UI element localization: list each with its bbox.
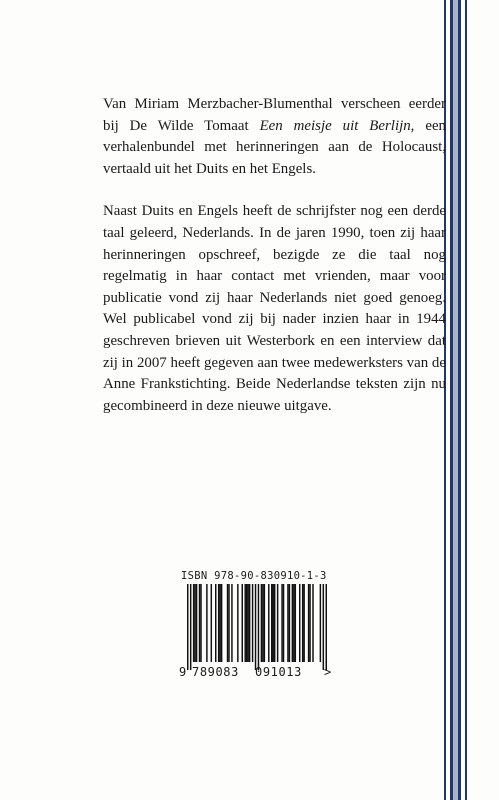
decorative-edge-stripes — [439, 0, 499, 800]
isbn-barcode — [181, 570, 334, 688]
barcode-bar — [194, 584, 195, 662]
barcode-digits-right: 091013 — [255, 665, 302, 679]
barcode-bar — [277, 584, 278, 662]
barcode-digits-left: 789083 — [192, 665, 239, 679]
barcode-arrow: > — [324, 665, 332, 679]
barcode-bar — [281, 584, 282, 662]
back-cover-text — [103, 94, 446, 438]
barcode-bar — [206, 584, 207, 662]
barcode-bar — [231, 584, 232, 662]
paragraph-previous-publication: Van Miriam Merzbacher-Blumenthal verscheen eerder bij De Wilde Tomaat Een meisje uit Berlijn, een verhalenbundel met herinneringen aan de Holocaust, vertaald uit het Duits en het Engels. — [103, 96, 447, 177]
barcode-bar — [258, 584, 259, 670]
barcode-bar — [312, 584, 313, 662]
barcode-bar — [283, 584, 284, 662]
barcode-bar — [302, 584, 303, 662]
isbn-label: ISBN 978-90-830910-1-3 — [181, 570, 327, 582]
barcode-bar — [293, 584, 294, 662]
barcode-bar — [246, 584, 247, 662]
barcode-bar — [323, 584, 324, 670]
barcode-bar — [287, 584, 288, 662]
barcode-bar — [271, 584, 272, 662]
barcode-bar — [320, 584, 321, 662]
barcode-bar — [262, 584, 263, 662]
barcode-bar — [252, 584, 253, 662]
barcode-bar — [308, 584, 309, 662]
barcode-bar — [242, 584, 243, 662]
barcode-bar — [268, 584, 269, 662]
paragraph-description: Naast Duits en Engels heeft de schrijfster nog een derde taal geleerd, Nederlands. In de jaren 1990, toen zij haar herinneringen opschreef, bezigde ze die taal nog regelmatig in haar contact met vrienden, maar voor publicatie vond zij haar Nederlands niet goed genoeg. Wel publicabel vond zij bij nader inzien haar in 1944 geschreven brieven uit Westerbork en een interview dat zij in 2007 heeft gegeven aan twee medewerksters van de Anne Frankstichting. Beide Nederlandse teksten zijn nu gecombineerd in deze nieuwe uitgave. — [103, 203, 446, 414]
barcode-bar — [303, 584, 304, 662]
barcode-digit-first: 9 — [179, 665, 187, 679]
barcode-bar — [221, 584, 222, 662]
barcode-bar — [247, 584, 248, 662]
barcode-bar — [215, 584, 216, 662]
barcode-bar — [255, 584, 256, 670]
barcode-bar — [211, 584, 212, 662]
barcode-bar — [289, 584, 290, 662]
barcode-bar — [272, 584, 273, 662]
barcode-bar — [200, 584, 201, 662]
barcode-bar — [199, 584, 200, 662]
barcode-bar — [326, 584, 327, 670]
barcode-bar — [264, 584, 265, 662]
barcode-bar — [193, 584, 194, 662]
barcode-bar — [218, 584, 219, 662]
barcode-bar — [309, 584, 310, 662]
barcode-bar — [295, 584, 296, 662]
barcode-bar — [274, 584, 275, 662]
barcode-bar — [249, 584, 250, 662]
barcode-bar — [187, 584, 188, 670]
barcode-bar — [237, 584, 238, 662]
barcode-bar — [196, 584, 197, 662]
barcode-bar — [228, 584, 229, 662]
book-title-italic: Een meisje uit Berlijn — [259, 117, 411, 134]
barcode-bar — [219, 584, 220, 662]
barcode-bar — [244, 584, 245, 662]
barcode-bar — [261, 584, 262, 662]
barcode-bar — [227, 584, 228, 662]
barcode-bar — [190, 584, 191, 670]
barcode-bar — [299, 584, 300, 662]
barcode-bars — [187, 584, 327, 670]
barcode-bar — [292, 584, 293, 662]
